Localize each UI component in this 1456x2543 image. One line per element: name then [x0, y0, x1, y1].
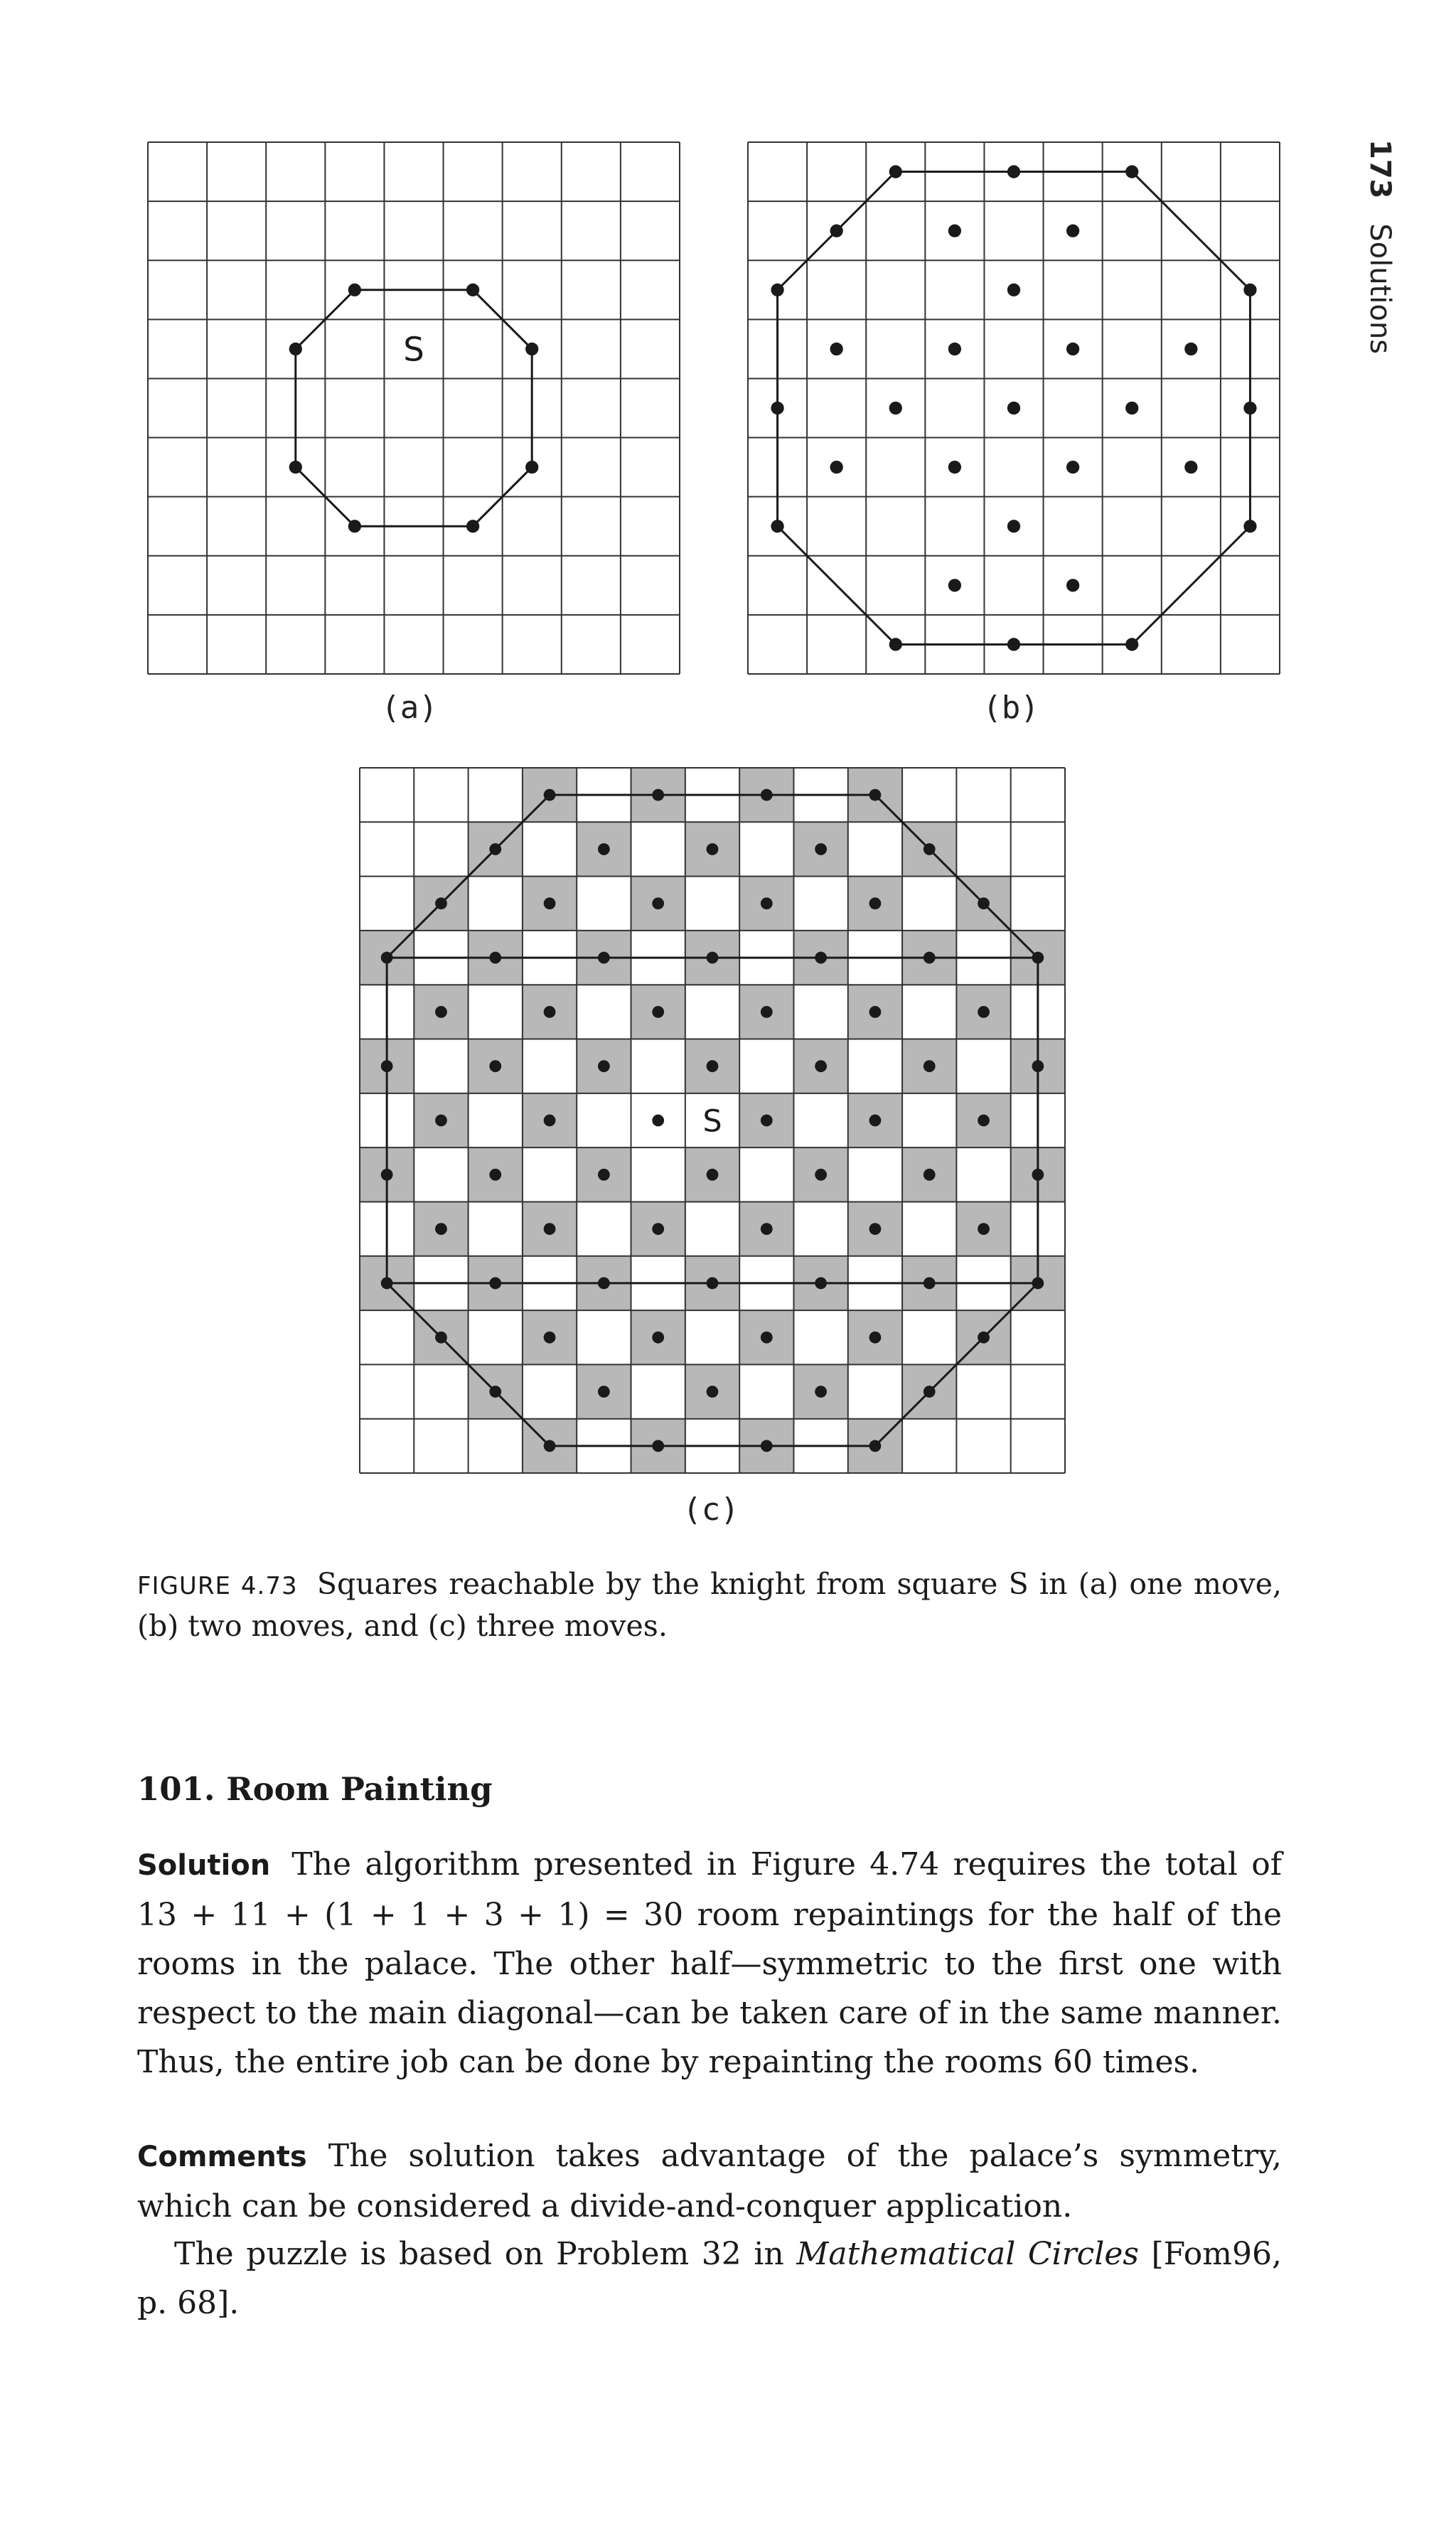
- reachable-square-dot: [1184, 343, 1197, 355]
- reachable-square-dot: [924, 1060, 936, 1072]
- figure-c-label: (c): [682, 1492, 739, 1528]
- reachable-square-dot: [489, 1060, 501, 1072]
- reachable-square-dot: [381, 952, 393, 964]
- reachable-square-dot: [924, 1278, 936, 1290]
- reachable-square-dot: [489, 1169, 501, 1181]
- reachable-square-dot: [1066, 579, 1079, 591]
- reachable-square-dot: [489, 952, 501, 964]
- reachable-square-dot: [924, 952, 936, 964]
- reachable-square-dot: [830, 461, 843, 473]
- figure-caption-label: FIGURE 4.73: [137, 1572, 298, 1600]
- reachable-square-dot: [815, 952, 827, 964]
- figure-b-knight-two-moves: [746, 141, 1281, 675]
- reachable-square-dot: [869, 1115, 882, 1127]
- start-square-label: S: [403, 330, 424, 369]
- source-paragraph: [137, 2229, 1282, 2328]
- reachable-square-dot: [1007, 165, 1020, 178]
- reachable-square-dot: [348, 520, 361, 532]
- reachable-square-dot: [652, 1223, 664, 1235]
- reachable-square-dot: [761, 1006, 773, 1018]
- start-square-label: S: [702, 1103, 722, 1140]
- figure-b-label: (b): [983, 690, 1039, 726]
- reachable-square-dot: [761, 1332, 773, 1344]
- reachable-square-dot: [978, 1006, 990, 1018]
- reachable-square-dot: [348, 284, 361, 296]
- reachable-square-dot: [598, 952, 610, 964]
- reachable-square-dot: [978, 1223, 990, 1235]
- reachable-square-dot: [815, 1060, 827, 1072]
- reach-octagon: [296, 290, 532, 526]
- reachable-square-dot: [544, 1115, 556, 1127]
- reachable-square-dot: [489, 1278, 501, 1290]
- reachable-square-dot: [889, 638, 902, 651]
- reachable-square-dot: [771, 284, 783, 296]
- solution-text: The algorithm presented in Figure 4.74 requires the total of 13 + 11 + (1 + 1 + 3 + 1) = 30 room repaintings for the half of the rooms in the palace. The other half—symmetric to the first one with respect to the main diagonal—can be taken care of in the same manner. Thus, the entire job can be done by repainting the rooms 60 times.: [137, 1846, 1282, 2080]
- reachable-square-dot: [815, 1169, 827, 1181]
- figure-caption: [137, 1564, 1282, 1646]
- reachable-square-dot: [652, 1332, 664, 1344]
- section-title: 101. Room Painting: [137, 1770, 493, 1808]
- reachable-square-dot: [544, 1006, 556, 1018]
- reachable-square-dot: [924, 1169, 936, 1181]
- reachable-square-dot: [869, 1006, 882, 1018]
- reachable-square-dot: [489, 1386, 501, 1398]
- reachable-square-dot: [525, 343, 538, 355]
- reachable-square-dot: [435, 1332, 447, 1344]
- reachable-square-dot: [381, 1169, 393, 1181]
- reachable-square-dot: [466, 284, 479, 296]
- reachable-square-dot: [948, 579, 961, 591]
- reachable-square-dot: [869, 789, 882, 801]
- reachable-square-dot: [815, 1386, 827, 1398]
- reachable-square-dot: [381, 1278, 393, 1290]
- reachable-square-dot: [652, 1006, 664, 1018]
- reachable-square-dot: [1066, 461, 1079, 473]
- reachable-square-dot: [435, 1115, 447, 1127]
- source-book-title: Mathematical Circles: [796, 2236, 1139, 2272]
- reachable-square-dot: [652, 1115, 664, 1127]
- reachable-square-dot: [924, 843, 936, 855]
- reachable-square-dot: [289, 461, 302, 473]
- reachable-square-dot: [1125, 638, 1138, 651]
- reachable-square-dot: [1032, 952, 1044, 964]
- comments-text: The solution takes advantage of the palace’s symmetry, which can be considered a divide-and-conquer application.: [137, 2138, 1282, 2225]
- solution-label: Solution: [137, 1849, 271, 1882]
- reachable-square-dot: [830, 343, 843, 355]
- figure-c-knight-three-moves: [358, 766, 1066, 1474]
- reachable-square-dot: [544, 897, 556, 909]
- reachable-square-dot: [1066, 343, 1079, 355]
- reachable-square-dot: [544, 1440, 556, 1452]
- reachable-square-dot: [707, 1060, 719, 1072]
- reachable-square-dot: [1243, 402, 1256, 414]
- reachable-square-dot: [978, 1115, 990, 1127]
- reachable-square-dot: [707, 1169, 719, 1181]
- reachable-square-dot: [978, 1332, 990, 1344]
- reachable-square-dot: [1243, 520, 1256, 532]
- reachable-square-dot: [761, 789, 773, 801]
- reachable-square-dot: [761, 1115, 773, 1127]
- reachable-square-dot: [652, 1440, 664, 1452]
- reachable-square-dot: [1007, 520, 1020, 532]
- reachable-square-dot: [707, 1278, 719, 1290]
- reachable-square-dot: [381, 1060, 393, 1072]
- reachable-square-dot: [815, 1278, 827, 1290]
- comments-paragraph: [137, 2131, 1282, 2231]
- reachable-square-dot: [815, 843, 827, 855]
- reachable-square-dot: [1184, 461, 1197, 473]
- reachable-square-dot: [924, 1386, 936, 1398]
- source-text-before: The puzzle is based on Problem 32 in: [174, 2236, 797, 2272]
- reachable-square-dot: [435, 1223, 447, 1235]
- reachable-square-dot: [1032, 1278, 1044, 1290]
- reachable-square-dot: [598, 1169, 610, 1181]
- reachable-square-dot: [869, 897, 882, 909]
- reachable-square-dot: [707, 1386, 719, 1398]
- reachable-square-dot: [1066, 225, 1079, 237]
- reachable-square-dot: [598, 843, 610, 855]
- reachable-square-dot: [978, 897, 990, 909]
- reachable-square-dot: [544, 1332, 556, 1344]
- reachable-square-dot: [1007, 284, 1020, 296]
- reachable-square-dot: [761, 1440, 773, 1452]
- reachable-square-dot: [466, 520, 479, 532]
- reachable-square-dot: [489, 843, 501, 855]
- figure-a-knight-one-move: [146, 141, 681, 675]
- reachable-square-dot: [435, 1006, 447, 1018]
- solution-paragraph: [137, 1840, 1282, 2087]
- reachable-square-dot: [598, 1386, 610, 1398]
- reachable-square-dot: [652, 897, 664, 909]
- reachable-square-dot: [598, 1060, 610, 1072]
- running-head: [1364, 139, 1396, 354]
- reachable-square-dot: [948, 225, 961, 237]
- reachable-square-dot: [1007, 638, 1020, 651]
- page-number: 173: [1364, 139, 1396, 199]
- figure-caption-text: Squares reachable by the knight from square S in (a) one move, (b) two moves, and (c) three moves.: [137, 1567, 1282, 1643]
- reachable-square-dot: [652, 789, 664, 801]
- figure-a-label: (a): [381, 690, 438, 726]
- reachable-square-dot: [525, 461, 538, 473]
- reachable-square-dot: [830, 225, 843, 237]
- reachable-square-dot: [761, 897, 773, 909]
- reachable-square-dot: [289, 343, 302, 355]
- comments-label: Comments: [137, 2141, 307, 2173]
- reachable-square-dot: [1243, 284, 1256, 296]
- reachable-square-dot: [869, 1440, 882, 1452]
- reachable-square-dot: [889, 402, 902, 414]
- reachable-square-dot: [544, 1223, 556, 1235]
- reachable-square-dot: [771, 520, 783, 532]
- reachable-square-dot: [1032, 1169, 1044, 1181]
- reachable-square-dot: [771, 402, 783, 414]
- reachable-square-dot: [1007, 402, 1020, 414]
- reachable-square-dot: [761, 1223, 773, 1235]
- reachable-square-dot: [707, 843, 719, 855]
- reachable-square-dot: [1125, 402, 1138, 414]
- reachable-square-dot: [598, 1278, 610, 1290]
- source-text-after: [Fom96, p. 68].: [137, 2236, 1282, 2321]
- reachable-square-dot: [544, 789, 556, 801]
- reachable-square-dot: [435, 897, 447, 909]
- reachable-square-dot: [869, 1332, 882, 1344]
- reachable-square-dot: [948, 461, 961, 473]
- reachable-square-dot: [1125, 165, 1138, 178]
- reachable-square-dot: [948, 343, 961, 355]
- reachable-square-dot: [1032, 1060, 1044, 1072]
- running-head-section: Solutions: [1364, 223, 1396, 355]
- reachable-square-dot: [707, 952, 719, 964]
- reachable-square-dot: [889, 165, 902, 178]
- reachable-square-dot: [869, 1223, 882, 1235]
